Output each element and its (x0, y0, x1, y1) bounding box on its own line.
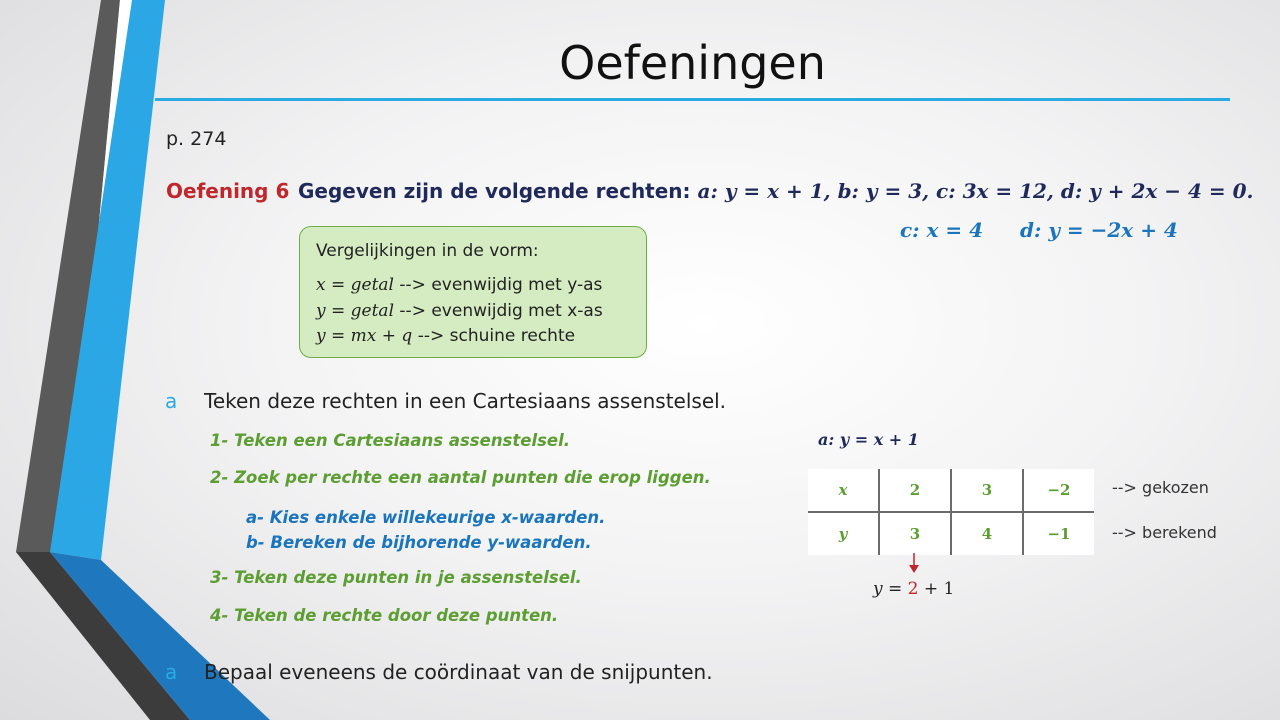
callout-line (316, 275, 602, 295)
equation-forms-callout (299, 226, 647, 358)
callout-text: --> evenwijdig met y-as (394, 275, 603, 295)
callout-math: x = getal (316, 275, 394, 295)
step-3: 3- Teken deze punten in je assenstelsel. (210, 568, 582, 587)
table-cell: −2 (1023, 469, 1094, 512)
value-table-title: a: y = x + 1 (818, 430, 919, 449)
callout-text: --> schuine rechte (412, 326, 576, 346)
calc-lhs: y (873, 579, 883, 599)
step-1: 1- Teken een Cartesiaans assenstelsel. (210, 431, 571, 450)
table-row (808, 512, 1094, 555)
calc-rest: + 1 (918, 579, 955, 599)
step-4: 4- Teken de rechte door deze punten. (210, 606, 559, 625)
table-cell: 3 (879, 512, 951, 555)
value-table (808, 469, 1094, 555)
page-reference: p. 274 (166, 128, 227, 150)
table-cell: 3 (951, 469, 1023, 512)
table-cell: 2 (879, 469, 951, 512)
exercise-statement (298, 179, 1254, 203)
table-row (808, 469, 1094, 512)
title-underline (155, 98, 1230, 101)
down-arrow-icon (907, 553, 921, 575)
callout-math: y = getal (316, 301, 395, 321)
table-cell: 4 (951, 512, 1023, 555)
rewrite-c: c: x = 4 (900, 218, 984, 242)
callout-text: --> evenwijdig met x-as (394, 301, 603, 321)
question-b-text: Bepaal eveneens de coördinaat van de snijpunten. (204, 660, 713, 684)
table-cell: y (808, 512, 879, 555)
callout-math: y = mx + q (316, 326, 413, 346)
rewrite-d: d: y = −2x + 4 (1020, 218, 1178, 242)
callout-heading: Vergelijkingen in de vorm: (316, 241, 539, 261)
calc-eq: = (882, 579, 908, 599)
question-a-text: Teken deze rechten in een Cartesiaans assenstelsel. (204, 389, 727, 413)
step-2: 2- Zoek per rechte een aantal punten die erop liggen. (210, 468, 711, 487)
question-a-letter: a (165, 389, 178, 413)
table-cell: x (808, 469, 879, 512)
exercise-intro: Gegeven zijn de volgende rechten: (298, 179, 698, 203)
callout-line (316, 326, 575, 346)
calc-substituted: 2 (907, 579, 919, 599)
slide-title: Oefeningen (559, 36, 826, 90)
substitution-calculation (873, 579, 954, 599)
exercise-equations: a: y = x + 1, b: y = 3, c: 3x = 12, d: y + 2x − 4 = 0. (697, 179, 1254, 203)
note-chosen: --> gekozen (1112, 478, 1209, 497)
exercise-label: Oefening 6 (166, 179, 290, 203)
step-2a: a- Kies enkele willekeurige x-waarden. (246, 508, 606, 527)
callout-line (316, 301, 603, 321)
note-computed: --> berekend (1112, 523, 1217, 542)
question-b-letter: a (165, 660, 178, 684)
table-cell: −1 (1023, 512, 1094, 555)
step-2b: b- Bereken de bijhorende y-waarden. (246, 533, 592, 552)
